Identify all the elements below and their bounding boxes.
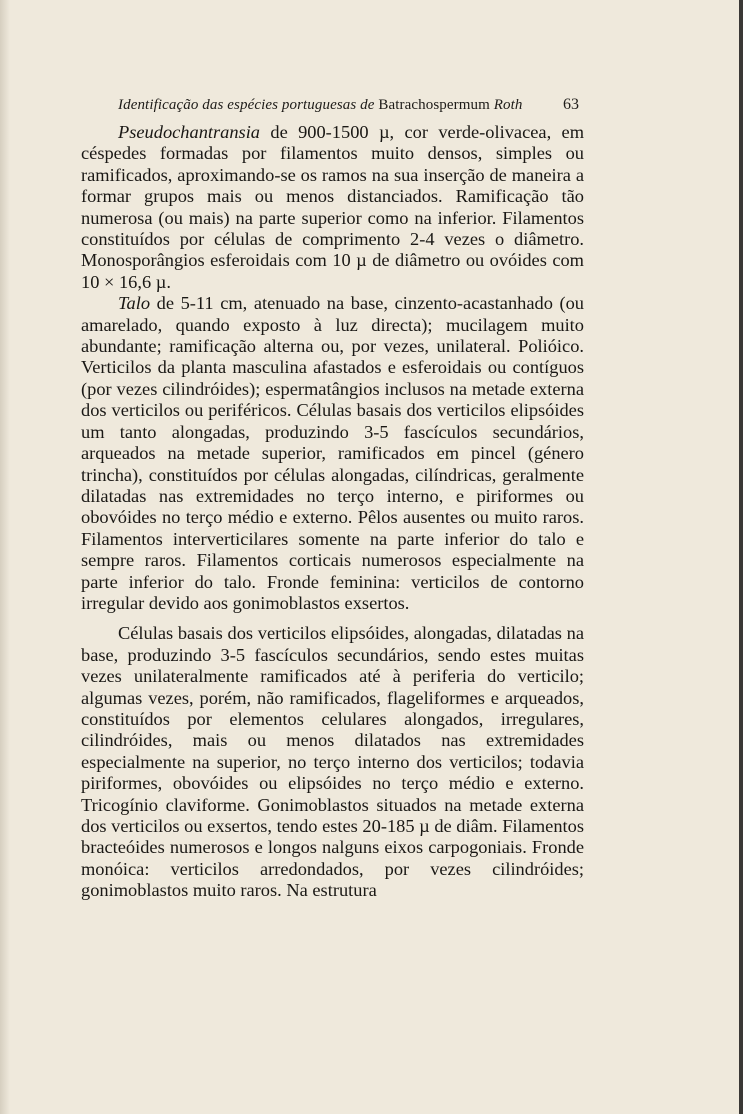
paragraph-celulas-basais bbox=[81, 623, 584, 901]
page-edge bbox=[739, 0, 743, 1114]
body-text bbox=[81, 122, 584, 902]
paragraph-spacer bbox=[81, 614, 584, 623]
running-title-italic: Identificação das espécies portuguesas de bbox=[118, 97, 375, 113]
running-header bbox=[81, 95, 581, 117]
paragraph-text: Células basais dos verticilos elipsóides, alongadas, dilatadas na base, produzindo 3-5 fascículos secundários, sendo estes muitas vezes unilateralmente ramificados até à periferia do verticilo; algumas vezes, porém, não ramificados, flageliformes e arqueados, constituídos por elementos celulares alongados, irregulares, cilindróides, mais ou menos dilatados nas extremidades especialmente na superior, no terço interno dos verticilos; todavia piriformes, obovóides ou elipsóides no terço médio e externo. Tricogínio claviforme. Gonimoblastos situados na metade externa dos verticilos ou exsertos, tendo estes 20-185 µ de diâm. Filamentos bracteóides numerosos e longos nalguns eixos carpogoniais. Fronde monóica: verticilos arredondados, por vezes cilindróides; gonimoblastos muito raros. Na estrutura bbox=[81, 623, 584, 901]
paragraph-text: de 900-1500 µ, cor verde-olivacea, em céspedes formadas por filamentos muito densos, simples ou ramificados, aproximando-se os ramos na sua inserção de maneira a formar grupos mais ou menos distanciados. Ramificação tão numerosa (ou mais) na parte superior como na inferior. Filamentos constituídos por células de comprimento 2-4 vezes o diâmetro. Monosporângios esferoidais com 10 µ de diâmetro ou ovóides com 10 × 16,6 µ. bbox=[81, 122, 584, 292]
paragraph-lead-term: Pseudochantransia bbox=[118, 122, 261, 142]
paragraph-talo bbox=[81, 293, 584, 614]
page-gutter-shadow bbox=[0, 0, 10, 1114]
paragraph-pseudochantransia bbox=[81, 122, 584, 293]
paragraph-text: de 5-11 cm, atenuado na base, cinzento-acastanhado (ou amarelado, quando exposto à luz directa); mucilagem muito abundante; ramificação alterna ou, por vezes, unilateral. Polióico. Verticilos da planta masculina afastados e esferoidais ou contíguos (por vezes cilindróides); espermatângios inclusos na metade externa dos verticilos ou periféricos. Células basais dos verticilos elipsóides um tanto alongadas, produzindo 3-5 fascículos secundários, arqueados na metade superior, ramificados em pincel (género trincha), constituídos por células alongadas, cilíndricas, geralmente dilatadas nas extremidades no terço interno, e piriformes ou obovóides no terço médio e externo. Pêlos ausentes ou muito raros. Filamentos interverticilares somente na parte inferior do talo e sempre raros. Filamentos corticais numerosos especialmente na parte inferior do talo. Fronde feminina: verticilos de contorno irregular devido aos gonimoblastos exsertos. bbox=[81, 293, 584, 613]
running-author: Roth bbox=[493, 97, 523, 113]
paragraph-lead-term: Talo bbox=[118, 293, 151, 314]
running-title bbox=[118, 97, 522, 114]
running-genus: Batrachospermum bbox=[378, 97, 490, 113]
page-number: 63 bbox=[563, 96, 579, 113]
